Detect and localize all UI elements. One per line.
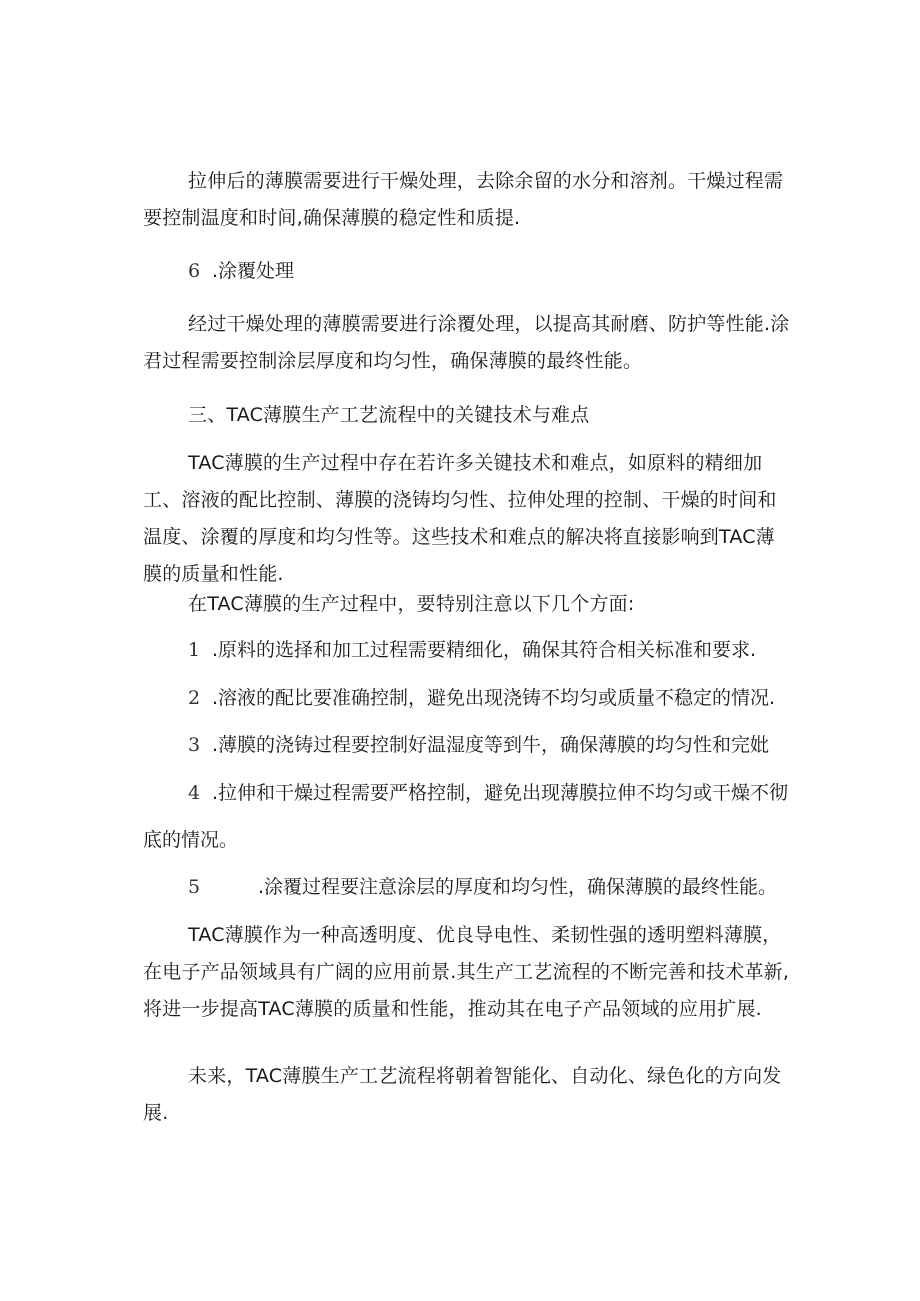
list-item	[188, 727, 793, 764]
list-item-continuation: 底的情况。	[143, 829, 239, 851]
heading-coating	[188, 253, 793, 290]
list-item	[188, 680, 793, 717]
list-item-number: 5	[188, 876, 201, 898]
list-item-number: 3	[188, 734, 201, 756]
paragraph-drying: 拉伸后的薄膜需要进行干燥处理，去除余留的水分和溶剂。干燥过程需要控制温度和时间,确保薄膜的稳定性和质提.	[143, 170, 784, 229]
list-item	[188, 775, 793, 812]
list-item	[188, 869, 793, 906]
paragraph-outlook: TAC薄膜作为一种高透明度、优良导电性、柔韧性强的透明塑料薄膜，在电子产品领域具有广阔的应用前景.其生产工艺流程的不断完善和技术革新,将进一步提高TAC薄膜的质量和性能，推动其在电子产品领域的应用扩展.	[143, 924, 790, 1020]
section-heading-key-tech: 三、TAC薄膜生产工艺流程中的关键技术与难点	[188, 404, 590, 426]
paragraph-coating: 经过干燥处理的薄膜需要进行涂覆处理，以提高其耐磨、防护等性能.涂君过程需要控制涂层厚度和均匀性，确保薄膜的最终性能。	[143, 313, 790, 372]
list-item-number: 1	[188, 639, 201, 661]
list-item-text: .涂覆过程要注意涂层的厚度和均匀性，确保薄膜的最终性能。	[258, 876, 778, 898]
list-item-number: 2	[188, 687, 201, 709]
list-item-number: 4	[188, 782, 201, 804]
list-item-text: .原料的选择和加工过程需要精细化，确保其符合相关标准和要求.	[212, 639, 757, 661]
paragraph-attention: 在TAC薄膜的生产过程中，要特别注意以下几个方面:	[188, 593, 635, 615]
heading-number: 6	[188, 260, 201, 282]
paragraph-key-tech: TAC薄膜的生产过程中存在若许多关键技术和难点，如原料的精细加工、溶液的配比控制、薄膜的浇铸均匀性、拉伸处理的控制、干燥的时间和温度、涂覆的厚度和均匀性等。这些技术和难点的解决将直接影响到TAC薄膜的质量和性能.	[143, 452, 777, 585]
list-item-text: .薄膜的浇铸过程要控制好温湿度等到牛，确保薄膜的均匀性和完妣	[212, 734, 770, 756]
paragraph-future: 未来，TAC薄膜生产工艺流程将朝着智能化、自动化、绿色化的方向发展.	[143, 1065, 782, 1124]
heading-text: .涂覆处理	[212, 260, 295, 282]
list-item	[188, 632, 793, 669]
list-item-text: .拉伸和干燥过程需要严格控制，避免出现薄膜拉伸不均匀或干燥不彻	[212, 782, 789, 804]
list-item-text: .溶液的配比要准确控制，避免出现浇铸不均匀或质量不稳定的情况.	[212, 687, 776, 709]
